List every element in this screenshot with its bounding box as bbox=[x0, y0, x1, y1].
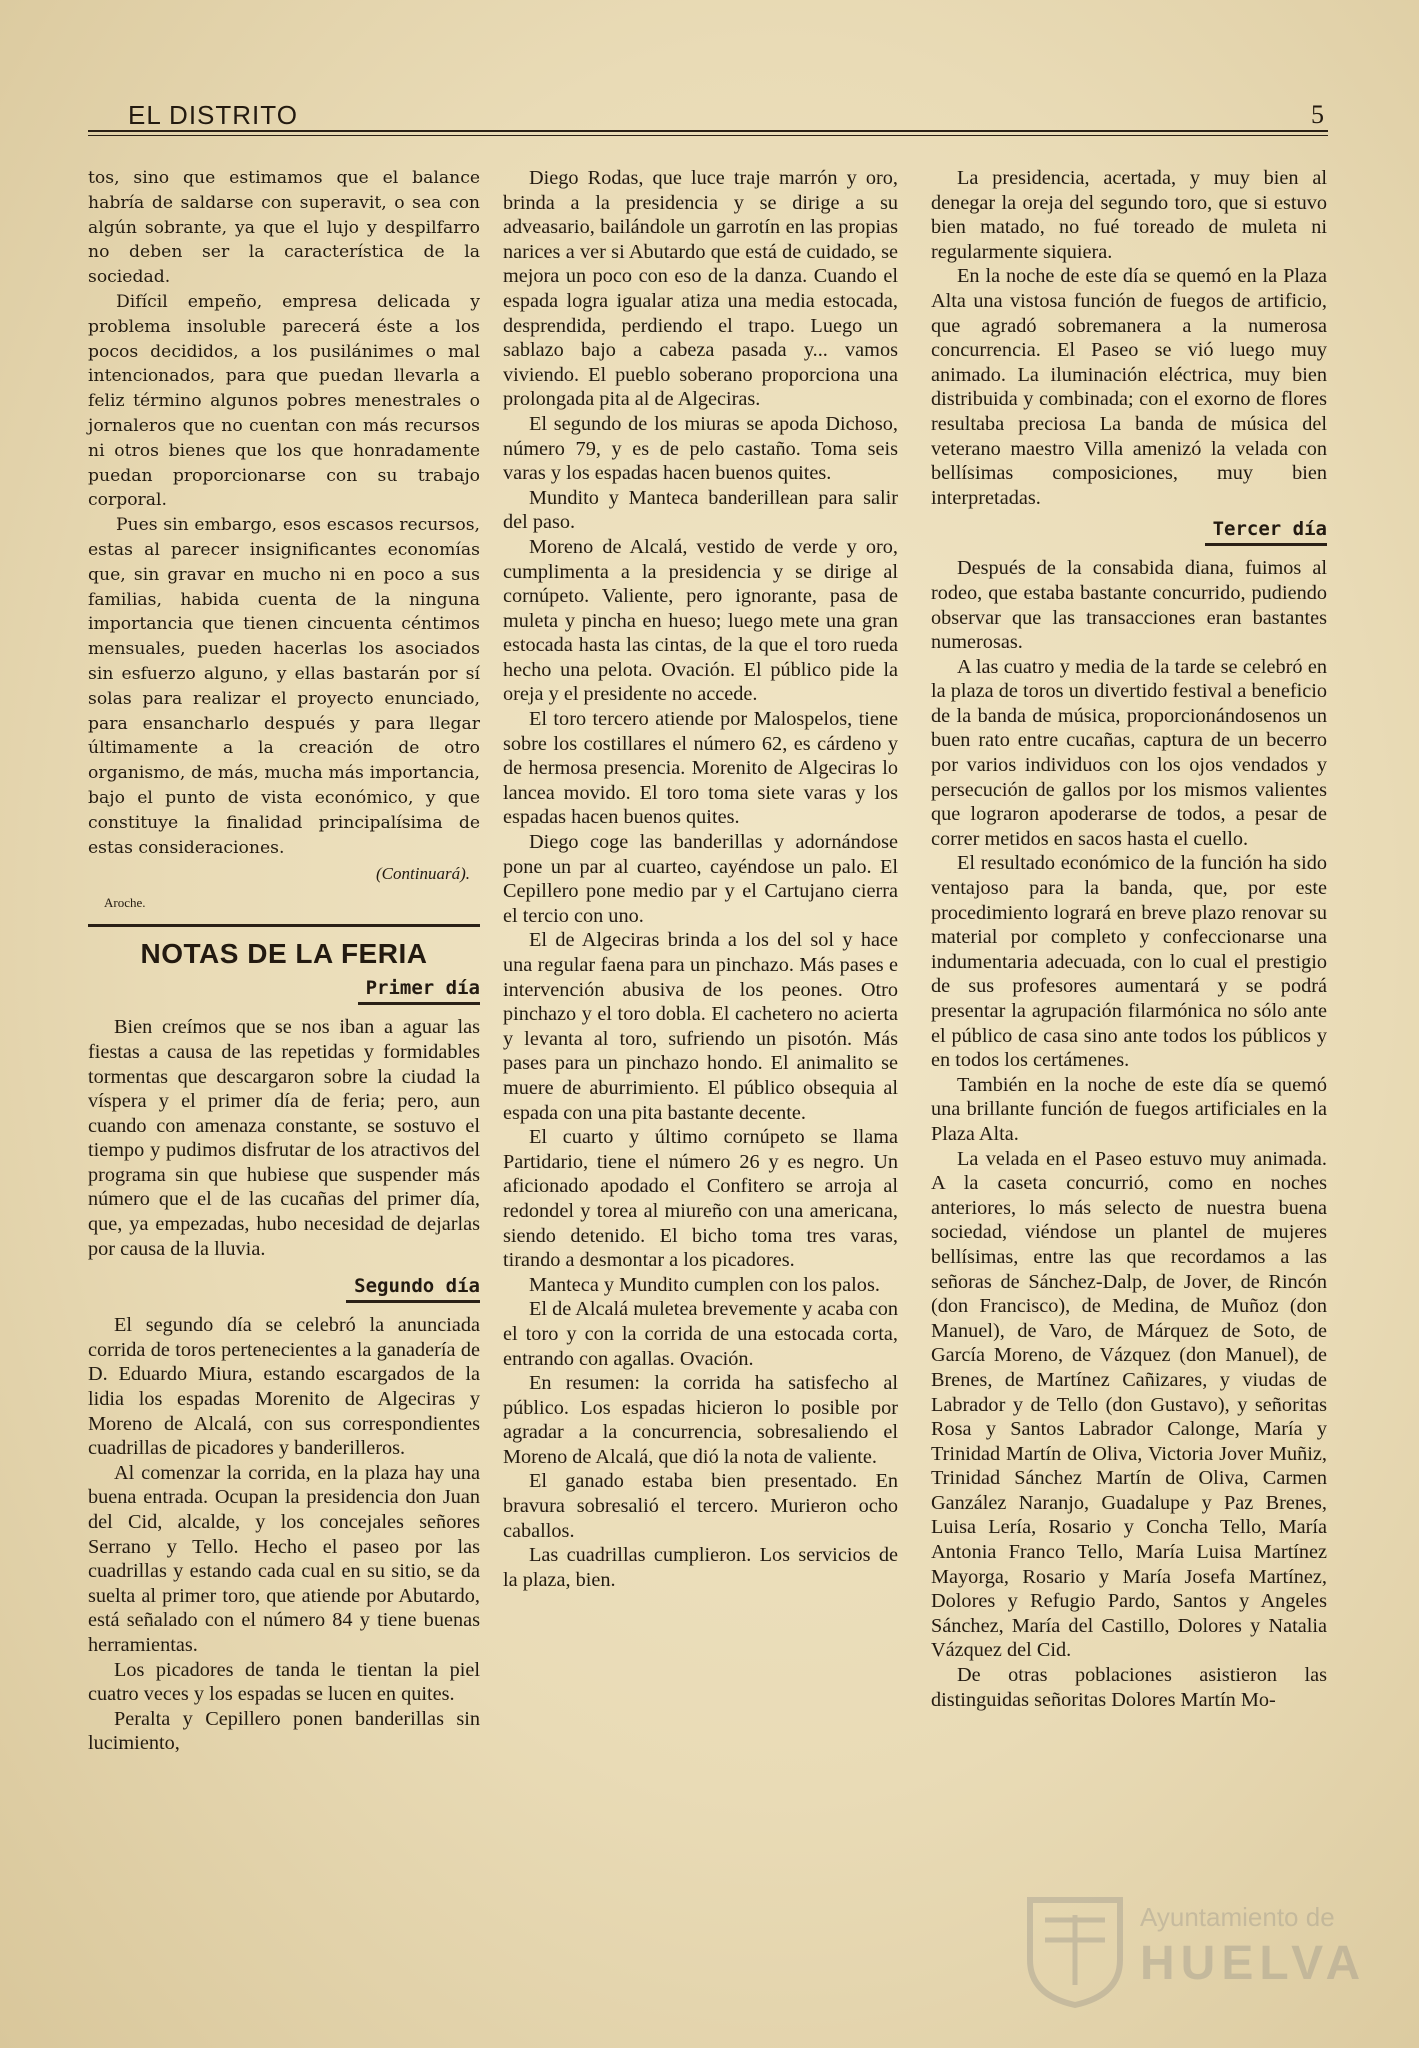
section-rule bbox=[88, 924, 480, 927]
paragraph: La presidencia, acertada, y muy bien al denegar la oreja del segundo toro, que si estuvo bien matado, no fué toreado de muleta ni regularmente siquiera. bbox=[931, 167, 1327, 263]
paragraph: Manteca y Mundito cumplen con los palos. bbox=[529, 1273, 880, 1296]
paragraph: El segundo día se celebró la anunciada corrida de toros pertenecientes a la ganadería de D. Eduardo Miura, estando escargados de la lidia los espadas Morenito de Algeciras y Moreno de Alcalá, con sus correspondientes cuadrillas de picadores y banderilleros. bbox=[88, 1314, 480, 1460]
paragraph: El de Algeciras brinda a los del sol y hace una regular faena para un pinchazo. Más pases e intervención abusiva de los peones. Otro pinchazo y el toro dobla. El cachetero no acierta y levanta al toro, sufriendo un pisotón. Más pases para un pinchazo hondo. El animalito se muere de aburrimiento. El público obsequia al espada con una pita bastante decente. bbox=[503, 929, 898, 1124]
subheading-label: Primer día bbox=[358, 977, 480, 1005]
page-header bbox=[88, 100, 1328, 134]
paragraph: Bien creímos que se nos iban a aguar las fiestas a causa de las repetidas y formidables tormentas que descargaron sobre la ciudad la víspera y el primer día de feria; pero, aun cuando con amenaza constante, se sostuvo el tiempo y pudimos disfrutar de los atractivos del programa sin que hubiese que suspender más número que el de las cucañas del primer día, que, ya empezadas, hubo necesidad de dejarlas por causa de la lluvia. bbox=[88, 1016, 480, 1260]
paragraph: Diego Rodas, que luce traje marrón y oro, brinda a la presidencia y se dirige a su adveasario, bailándole un garrotín en las propias narices a ver si Abutardo que está de cuidado, se mejora un poco con eso de la danza. Cuando el espada logra igualar atiza una media estocada, desprendida, perdiendo el trapo. Luego un sablazo bajo a cabeza pasada y... vamos viviendo. El pueblo soberano proporciona una prolongada pita al de Algeciras. bbox=[503, 167, 898, 411]
paragraph: Peralta y Cepillero ponen banderillas sin lucimiento, bbox=[88, 1707, 480, 1755]
paragraph: Los picadores de tanda le tientan la piel cuatro veces y los espadas se lucen en quites. bbox=[88, 1658, 480, 1706]
paragraph: Difícil empeño, empresa delicada y problema insoluble parecerá éste a los pocos decididos, a los pusilánimes o mal intencionados, para que puedan llevarla a feliz término algunos pobres menestrales o jornaleros que no cuentan con más recursos ni otros bienes que los que honradamente puedan proporcionarse con su trabajo corporal. bbox=[88, 291, 480, 511]
paragraph: El resultado económico de la función ha sido ventajoso para la banda, que, por este procedimiento logrará en breve plazo renovar su material por completo y confeccionarse una indumentaria adecuada, con lo cual el prestigio de sus profesores aumentará y se podrá presentar la agrupación filarmónica no sólo ante el público de casa sino ante todos los públicos y en todos los certámenes. bbox=[931, 852, 1327, 1072]
paragraph: Moreno de Alcalá, vestido de verde y oro, cumplimenta a la presidencia y se dirige al cornúpeto. Valiente, pero ignorante, pasa de muleta y pincha en hueso; luego mete una gran estocada hasta las cintas, de la que el toro rueda hecho una pelota. Ovación. El público pide la oreja y el presidente no accede. bbox=[503, 535, 898, 706]
paragraph: El ganado estaba bien presentado. En bravura sobresalió el tercero. Murieron ocho caballos. bbox=[503, 1470, 898, 1542]
column-left bbox=[88, 166, 480, 1756]
paragraph: Después de la consabida diana, fuimos al rodeo, que estaba bastante concurrido, pudiendo observar que las transacciones eran bastantes numerosas. bbox=[931, 557, 1327, 654]
paragraph: También en la noche de este día se quemó una brillante función de fuegos artificiales en la Plaza Alta. bbox=[931, 1073, 1327, 1145]
header-rule bbox=[88, 130, 1328, 132]
paragraph: A las cuatro y media de la tarde se celebró en la plaza de toros un divertido festival a beneficio de la banda de música, proporcionándosenos un buen rato entre cucañas, captura de un becerro por varios individuos con los ojos vendados y persecución de gallos por los mismos valientes que lograron apoderarse de todos, a pesar de correr metidos en sacos hasta el cuello. bbox=[931, 655, 1327, 850]
paragraph: tos, sino que estimamos que el balance habría de saldarse con superavit, o sea con algún sobrante, ya que el lujo y despilfarro no deben ser la característica de la sociedad. bbox=[88, 168, 480, 288]
subheading-day-1 bbox=[88, 975, 480, 1003]
author-signature: Aroche. bbox=[104, 895, 146, 911]
page-number: 5 bbox=[1311, 100, 1324, 129]
paragraph: Al comenzar la corrida, en la plaza hay una buena entrada. Ocupan la presidencia don Juan del Cid, alcalde, y los concejales señores Serrano y Tello. Hecho el paseo por las cuadrillas y estando cada cual en su sitio, se da suelta al primer toro, que atiende por Abutardo, está señalado con el número 84 y tiene buenas herramientas. bbox=[88, 1461, 480, 1656]
archive-watermark bbox=[1000, 1880, 1367, 2020]
header-rule-thin bbox=[88, 135, 1328, 136]
subheading-day-2 bbox=[88, 1273, 480, 1301]
paragraph: El de Alcalá muletea brevemente y acaba con el toro y con la corrida de una estocada corta, entrando con agallas. Ovación. bbox=[503, 1298, 898, 1370]
watermark-line-1: Ayuntamiento de bbox=[1140, 1902, 1335, 1932]
paragraph: Las cuadrillas cumplieron. Los servicios de la plaza, bien. bbox=[503, 1544, 898, 1591]
subheading-label: Tercer día bbox=[1205, 518, 1327, 546]
paragraph: El segundo de los miuras se apoda Dichoso, número 79, y es de pelo castaño. Toma seis varas y los espadas hacen buenos quites. bbox=[503, 412, 898, 485]
section-title: NOTAS DE LA FERIA bbox=[140, 938, 428, 970]
watermark-line-2: HUELVA bbox=[1140, 1937, 1367, 1990]
paragraph: De otras poblaciones asistieron las distinguidas señoritas Dolores Martín Mo- bbox=[931, 1664, 1327, 1711]
column-middle bbox=[503, 166, 898, 1592]
subheading-day-3 bbox=[931, 516, 1327, 544]
paragraph: El toro tercero atiende por Malospelos, tiene sobre los costillares el número 62, es cárdeno y de hermosa presencia. Morenito de Algeciras lo lancea movido. El toro toma siete varas y los espadas hacen buenos quites. bbox=[503, 708, 898, 829]
newspaper-title: EL DISTRITO bbox=[128, 100, 298, 130]
column-right bbox=[931, 166, 1327, 1712]
city-crest-icon bbox=[1020, 1890, 1130, 2010]
paragraph: Mundito y Manteca banderillean para salir del paso. bbox=[503, 486, 898, 534]
paragraph: La velada en el Paseo estuvo muy animada. A la caseta concurrió, como en noches anteriores, lo más selecto de nuestra buena sociedad, viéndose un plantel de mujeres bellísimas, entre las que recordamos a las señoras de Sánchez-Dalp, de Jover, de Rincón (don Francisco), de Medina, de Muñoz (don Manuel), de Varo, de Márquez de Soto, de García Moreno, de Vázquez (don Manuel), de Brenes, de Martínez Cañizares, y viudas de Labrador y de Tello (don Gustavo), y señoritas Rosa y Santos Labrador Calonge, María y Trinidad Martín de Oliva, Victoria Jover Muñiz, Trinidad Sánchez Martín de Oliva, Carmen Ganzález Naranjo, Guadalupe y Paz Brenes, Luisa Lería, Rosario y Concha Tello, María Antonia Franco Tello, María Luisa Martínez Mayorga, Rosario y María Josefa Martínez, Dolores y Refugio Pardo, Santos y Angeles Sánchez, María del Castillo, Dolores y Natalia Vázquez del Cid. bbox=[931, 1147, 1327, 1662]
paragraph: En resumen: la corrida ha satisfecho al público. Los espadas hicieron lo posible por agradar a la concurrencia, sobresaliendo el Moreno de Alcalá, que dió la nota de valiente. bbox=[503, 1372, 898, 1468]
continued-note: (Continuará). bbox=[376, 864, 470, 884]
paragraph: Diego coge las banderillas y adornándose pone un par al cuarteo, cayéndose un palo. El Cepillero pone medio par y el Cartujano cierra el tercio con uno. bbox=[503, 831, 898, 927]
subheading-label: Segundo día bbox=[346, 1275, 480, 1303]
paragraph: El cuarto y último cornúpeto se llama Partidario, tiene el número 26 y es negro. Un aficionado apodado el Confitero se arroja al redondel y torea al miureño con una americana, siendo detenido. El bicho toma tres varas, tirando a desmontar a los picadores. bbox=[503, 1126, 898, 1272]
paragraph: Pues sin embargo, esos escasos recursos, estas al parecer insignificantes economías que, sin gravar en mucho ni en poco a sus familias, habida cuenta de la ninguna importancia que tienen cincuenta céntimos mensuales, pueden hacerlas los asociados sin esfuerzo alguno, y ellas bastarán por sí solas para realizar el proyecto enunciado, para ensancharlo después y para llegar últimamente a la creación de otro organismo, de más, mucha más importancia, bajo el punto de vista económico, y que constituye la finalidad principalísima de estas consideraciones. bbox=[88, 515, 480, 858]
paragraph: En la noche de este día se quemó en la Plaza Alta una vistosa función de fuegos de artificio, que agradó sobremanera a la numerosa concurrencia. El Paseo se vió luego muy animado. La iluminación eléctrica, muy bien distribuida y combinada; con el exorno de flores resultaba preciosa La banda de música del veterano maestro Villa amenizó la velada con bellísimas composiciones, muy bien interpretadas. bbox=[931, 265, 1327, 509]
